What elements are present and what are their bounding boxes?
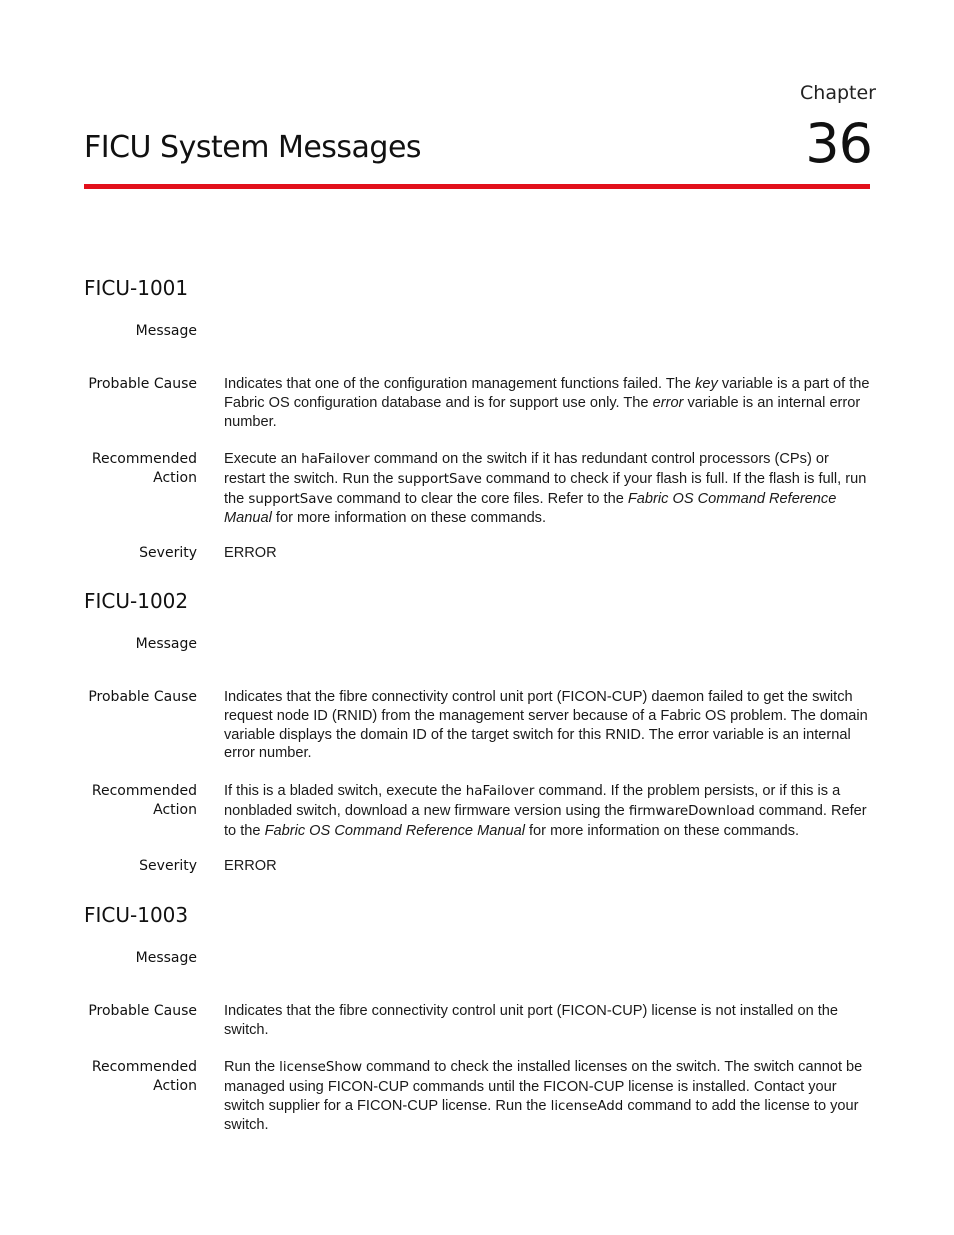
chapter-label: Chapter	[800, 82, 876, 104]
section-heading: FICU-1002	[84, 589, 189, 613]
severity-label: Severity	[139, 545, 197, 561]
command-name: haFailover	[301, 452, 370, 467]
title-rule	[84, 184, 870, 189]
recommended-action-label: Recommended Action	[91, 451, 197, 486]
severity-label: Severity	[139, 858, 197, 874]
probable-cause-label: Probable Cause	[88, 376, 197, 392]
command-name: haFailover	[465, 784, 535, 799]
recommended-action-text: Run the licenseShow command to check the installed licenses on the switch. The switch cannot be managed using FICON-CUP commands until the FICON-CUP license is installed. Contact your switch supplier for a FICON-CUP license. Run the licenseAdd command to add the license to your switch.	[224, 1059, 863, 1134]
probable-cause-text: Indicates that the fibre connectivity control unit port (FICON-CUP) license is not installed on the switch.	[224, 1003, 839, 1038]
chapter-number: 36	[805, 112, 872, 175]
command-name: supportSave	[248, 491, 333, 507]
probable-cause-label: Probable Cause	[88, 1003, 197, 1019]
command-name: firmwareDownload	[628, 803, 755, 819]
command-name: licenseShow	[279, 1060, 363, 1075]
recommended-action-text: Execute an haFailover command on the switch if it has redundant control processors (CPs) or restart the switch. Run the supportSave command to check if your flash is full. If the flash is full, run the supportSave command to clear the core files. Refer to the Fabric OS Command Reference Manual for more information on these commands.	[224, 451, 867, 527]
severity-value: ERROR	[224, 545, 277, 561]
section-heading: FICU-1003	[84, 903, 189, 927]
page-title: FICU System Messages	[84, 130, 422, 165]
message-label: Message	[135, 636, 197, 652]
message-label: Message	[135, 323, 197, 339]
command-name: supportSave	[397, 471, 482, 487]
recommended-action-text: If this is a bladed switch, execute the haFailover command. If the problem persists, or if this is a nonbladed switch, download a new firmware version using the firmwareDownload command. Refer to the Fabric OS Command Reference Manual for more information on these commands.	[224, 783, 867, 839]
severity-value: ERROR	[224, 858, 277, 874]
probable-cause-text: Indicates that one of the configuration management functions failed. The key variable is a part of the Fabric OS configuration database and is for support use only. The error variable is an internal error number.	[224, 376, 870, 430]
command-name: licenseAdd	[550, 1098, 624, 1114]
section-heading: FICU-1001	[84, 276, 189, 300]
recommended-action-label: Recommended Action	[91, 1059, 197, 1094]
message-label: Message	[135, 950, 197, 966]
recommended-action-label: Recommended Action	[91, 783, 197, 818]
probable-cause-text: Indicates that the fibre connectivity control unit port (FICON-CUP) daemon failed to get the switch request node ID (RNID) from the management server because of a Fabric OS problem. The domain variable displays the domain ID of the target switch for this RNID. The error variable is an internal error number.	[224, 689, 868, 762]
probable-cause-label: Probable Cause	[88, 689, 197, 705]
